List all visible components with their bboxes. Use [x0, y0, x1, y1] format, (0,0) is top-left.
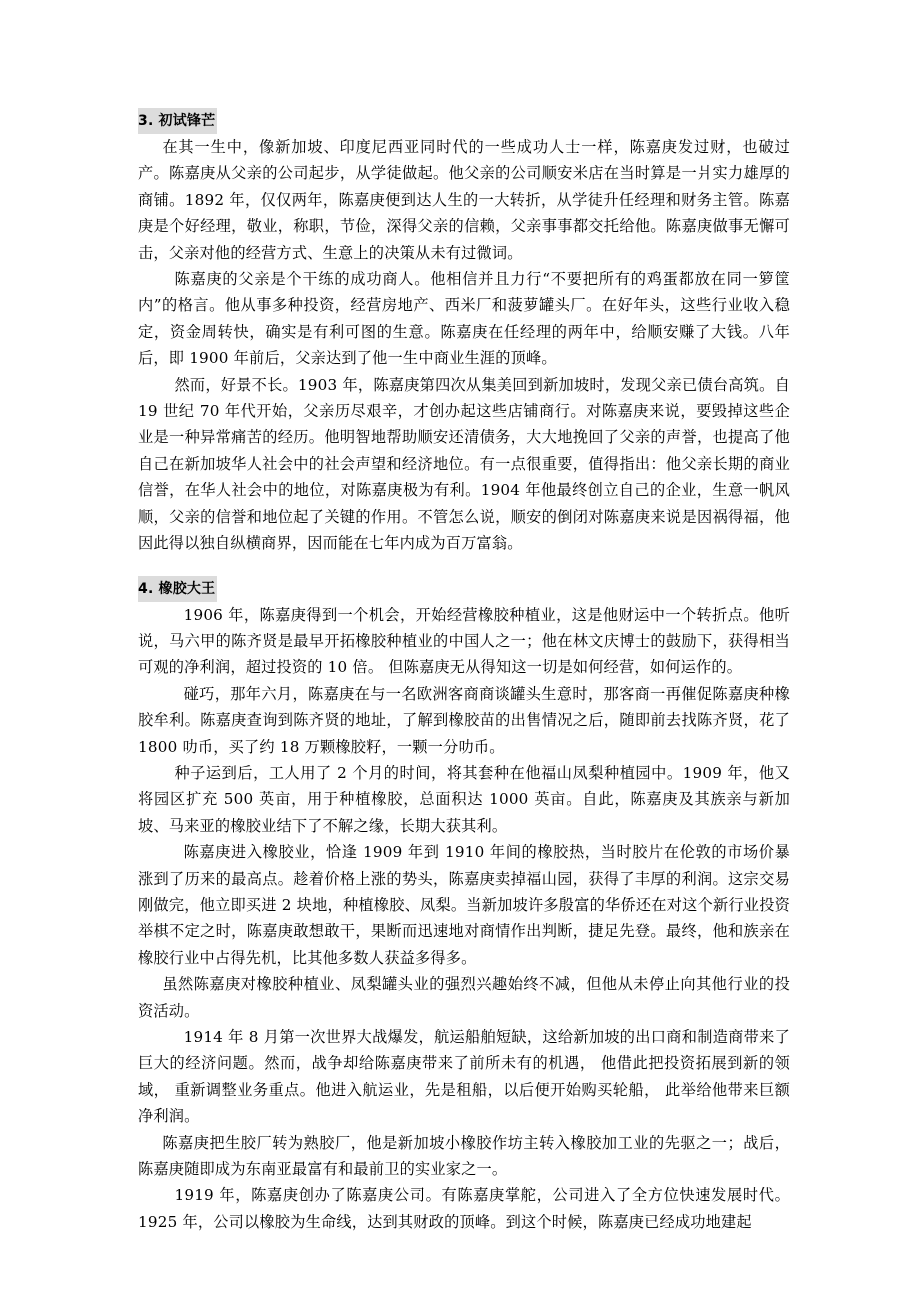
paragraph: 在其一生中，像新加坡、印度尼西亚同时代的一些成功人士一样，陈嘉庚发过财，也破过产。陈嘉庚从父亲的公司起步，从学徒做起。他父亲的公司顺安米店在当时算是一爿实力雄厚的商铺。1892 年，仅仅两年，陈嘉庚便到达人生的一大转折，从学徒升任经理和财务主管。陈嘉庚是个好经理，敬业，称职，节俭，深得父亲的信赖，父亲事事都交托给他。陈嘉庚做事无懈可击，父亲对他的经营方式、生意上的决策从未有过微词。 [138, 138, 790, 262]
paragraph: 陈嘉庚进入橡胶业，恰逢 1909 年到 1910 年间的橡胶热，当时胶片在伦敦的市场价暴涨到了历来的最高点。趁着价格上涨的势头，陈嘉庚卖掉福山园，获得了丰厚的利润。这宗交易刚做完，他立即买进 2 块地，种植橡胶、凤梨。当新加坡许多殷富的华侨还在对这个新行业投资举棋不定之时，陈嘉庚敢想敢干，果断而迅速地对商情作出判断，捷足先登。最终，他和族亲在橡胶行业中占得先机，比其他多数人获益多得多。 [138, 843, 790, 967]
paragraph: 虽然陈嘉庚对橡胶种植业、凤梨罐头业的强烈兴趣始终不减，但他从未停止向其他行业的投资活动。 [138, 975, 790, 1020]
document-page [138, 107, 790, 1235]
paragraph: 然而，好景不长。1903 年，陈嘉庚第四次从集美回到新加坡时，发现父亲已债台高筑。自 19 世纪 70 年代开始，父亲历尽艰辛，才创办起这些店铺商行。对陈嘉庚来说，要毁掉这些企业是一种异常痛苦的经历。他明智地帮助顺安还清债务，大大地挽回了父亲的声誉，也提高了他自己在新加坡华人社会中的社会声望和经济地位。有一点很重要，值得指出：他父亲长期的商业信誉，在华人社会中的地位，对陈嘉庚极为有利。1904 年他最终创立自己的企业，生意一帆风顺，父亲的信誉和地位起了关键的作用。不管怎么说，顺安的倒闭对陈嘉庚来说是因祸得福，他因此得以独自纵横商界，因而能在七年内成为百万富翁。 [138, 375, 790, 553]
paragraph: 陈嘉庚把生胶厂转为熟胶厂，他是新加坡小橡胶作坊主转入橡胶加工业的先驱之一；战后，陈嘉庚随即成为东南亚最富有和最前卫的实业家之一。 [138, 1133, 790, 1179]
paragraph: 1906 年，陈嘉庚得到一个机会，开始经营橡胶种植业，这是他财运中一个转折点。他听说，马六甲的陈齐贤是最早开拓橡胶种植业的中国人之一；他在林文庆博士的鼓励下，获得相当可观的净利润，超过投资的 10 倍。 但陈嘉庚无从得知这一切是如何经营，如何运作的。 [138, 605, 790, 677]
section-heading: 3. 初试锋芒 [138, 108, 217, 134]
paragraph: 1914 年 8 月第一次世界大战爆发，航运船舶短缺，这给新加坡的出口商和制造商带来了巨大的经济问题。然而，战争却给陈嘉庚带来了前所未有的机遇， 他借此把投资拓展到新的领域， 重新调整业务重点。他进入航运业，先是租船，以后便开始购买轮船， 此举给他带来巨额净利润。 [138, 1028, 790, 1126]
paragraph: 碰巧，那年六月，陈嘉庚在与一名欧洲客商商谈罐头生意时，那客商一再催促陈嘉庚种橡胶牟利。陈嘉庚查询到陈齐贤的地址，了解到橡胶苗的出售情况之后，随即前去找陈齐贤，花了 1800 叻币，买了约 18 万颗橡胶籽，一颗一分叻币。 [138, 684, 790, 756]
paragraph: 种子运到后，工人用了 2 个月的时间，将其套种在他福山凤梨种植园中。1909 年，他又将园区扩充 500 英亩，用于种植橡胶，总面积达 1000 英亩。自此，陈嘉庚及其族亲与新加坡、马来亚的橡胶业结下了不解之缘，长期大获其利。 [138, 763, 790, 835]
section-heading: 4. 橡胶大王 [138, 576, 217, 602]
section-4 [138, 575, 790, 1236]
paragraph: 陈嘉庚的父亲是个干练的成功商人。他相信并且力行“不要把所有的鸡蛋都放在同一箩筐内”的格言。他从事多种投资，经营房地产、西米厂和菠萝罐头厂。在好年头，这些行业收入稳定，资金周转快，确实是有利可图的生意。陈嘉庚在任经理的两年中，给顺安赚了大钱。八年后，即 1900 年前后，父亲达到了他一生中商业生涯的顶峰。 [138, 270, 790, 368]
section-3 [138, 107, 790, 557]
paragraph: 1919 年，陈嘉庚创办了陈嘉庚公司。有陈嘉庚掌舵，公司进入了全方位快速发展时代。1925 年，公司以橡胶为生命线，达到其财政的顶峰。到这个时候，陈嘉庚已经成功地建起 [138, 1186, 790, 1231]
